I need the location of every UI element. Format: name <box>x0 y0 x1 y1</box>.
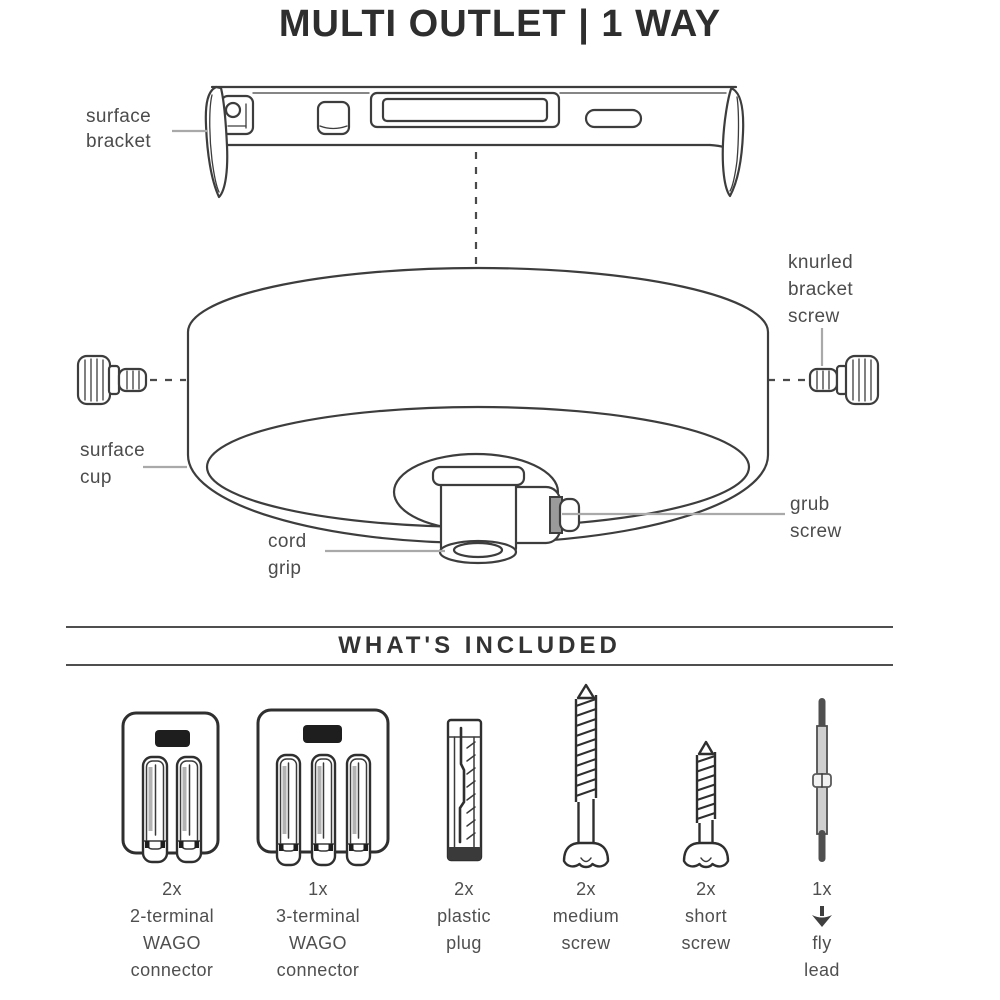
item-label-line: short <box>684 906 728 926</box>
label-knurled-bracket-screw: knurled <box>788 252 854 273</box>
whats-included-band <box>66 626 893 666</box>
item-label-line: WAGO <box>289 933 347 953</box>
knurled-bracket-screw-left <box>78 356 146 404</box>
short-screw-icon <box>651 680 761 872</box>
down-arrow-row <box>767 903 877 930</box>
item-qty: 2x <box>454 879 474 899</box>
item-label-line: plug <box>446 933 482 953</box>
item-wago-2-terminal <box>102 680 242 990</box>
item-medium-screw <box>531 680 641 990</box>
label-cord-grip: grip <box>268 558 302 579</box>
item-qty: 2x <box>696 879 716 899</box>
item-qty: 2x <box>162 879 182 899</box>
item-label-line: connector <box>276 960 360 980</box>
label-knurled-bracket-screw: screw <box>788 306 840 327</box>
item-qty: 1x <box>308 879 328 899</box>
label-surface-cup: surface <box>80 440 146 461</box>
label-surface-bracket: bracket <box>86 131 152 152</box>
item-short-screw <box>651 680 761 990</box>
item-fly-lead <box>767 680 877 990</box>
label-surface-bracket: surface <box>86 106 152 127</box>
item-label-line: connector <box>130 960 214 980</box>
down-arrow-icon <box>809 906 835 928</box>
item-label-line: plastic <box>437 906 491 926</box>
item-label-line: WAGO <box>143 933 201 953</box>
item-label-line: fly <box>812 933 832 953</box>
item-qty: 2x <box>576 879 596 899</box>
page-title: MULTI OUTLET | 1 WAY <box>278 3 722 45</box>
whats-included-title: WHAT'S INCLUDED <box>338 632 621 659</box>
item-label-line: lead <box>804 960 840 980</box>
medium-screw-icon <box>531 680 641 872</box>
item-label-line: medium <box>552 906 620 926</box>
label-knurled-bracket-screw: bracket <box>788 279 854 300</box>
fly-lead-icon <box>767 680 877 872</box>
label-cord-grip: cord <box>268 531 307 552</box>
item-label-line: 3-terminal <box>275 906 361 926</box>
label-surface-cup: cup <box>80 467 112 488</box>
plastic-plug-icon <box>409 680 519 872</box>
label-grub-screw: screw <box>790 521 842 542</box>
item-plastic-plug <box>409 680 519 990</box>
item-wago-3-terminal <box>243 680 393 990</box>
wago-2-terminal-connector-icon <box>102 680 242 872</box>
label-grub-screw: grub <box>790 494 830 515</box>
item-label-line: screw <box>681 933 731 953</box>
item-qty: 1x <box>812 879 832 899</box>
item-label-line: 2-terminal <box>129 906 215 926</box>
wago-3-terminal-connector-icon <box>243 680 393 872</box>
surface-bracket-drawing <box>206 87 743 197</box>
item-label-line: screw <box>561 933 611 953</box>
knurled-bracket-screw-right <box>810 356 878 404</box>
